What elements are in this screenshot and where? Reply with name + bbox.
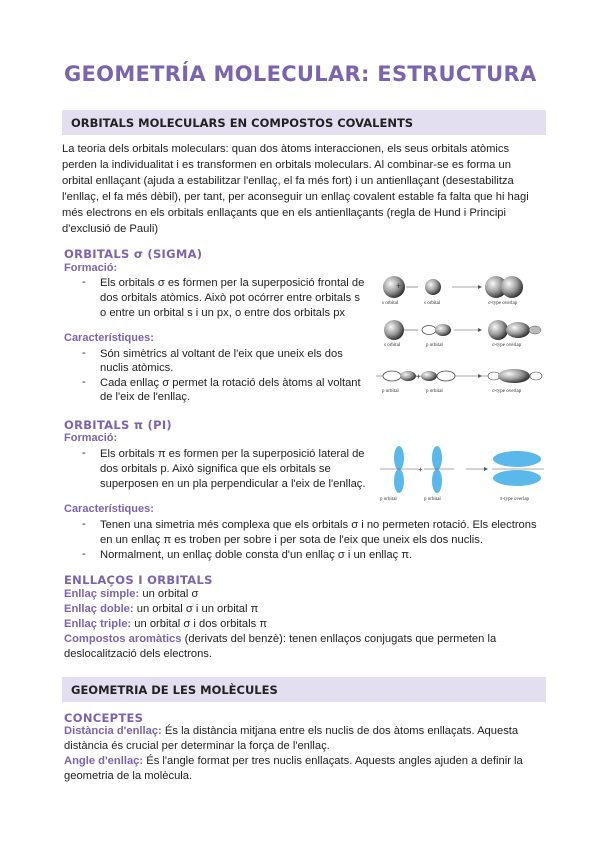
enllac-text: un orbital σ <box>139 588 199 600</box>
pi-formacio-line: dos orbitals p. Això significa que els orbitals se <box>100 463 331 475</box>
sigma-formacio-line: Els orbitals σ es formen per la superposició frontal de <box>100 277 365 289</box>
sigma-caract-line: nuclis atòmics. <box>100 362 174 374</box>
bullet-dash: - <box>82 276 86 288</box>
s-orbital-shape <box>383 276 405 298</box>
concept-label: Distància d'enllaç: <box>64 725 162 737</box>
caption: σ-type overlap <box>492 343 522 348</box>
enllac-text: un orbital σ i un orbital π <box>133 603 259 615</box>
pi-overlap-diagram <box>374 444 550 502</box>
enllac-label: Enllaç triple: <box>64 618 132 630</box>
svg-text:+: + <box>396 281 402 291</box>
sigma-caract-line: Cada enllaç σ permet la rotació dels àtoms al voltant <box>100 377 361 389</box>
intro-line: orbital enllaçant (ajuda a estabilitzar l'enllaç, el fa més fort) i un antienllaçant (desestabilitza <box>62 175 514 187</box>
section-heading: ORBITALS MOLECULARS EN COMPOSTOS COVALENTS <box>71 116 414 130</box>
s-orbital-shape <box>425 279 441 295</box>
pi-caract-line: Normalment, un enllaç doble consta d'un enllaç σ i un enllaç π. <box>100 549 413 561</box>
pi-caract-label: Característiques: <box>64 503 154 515</box>
concept-text: És la distància mitjana entre els nuclis de dos àtoms enllaçats. Aquesta <box>161 725 519 737</box>
enllac-text: un orbital σ i dos orbitals π <box>131 618 268 630</box>
concept-text: És l'angle format per tres nuclis enllaçats. Aquests angles ajuden a definir la <box>143 755 523 767</box>
sigma-formacio-line: o entre un orbital s i un px, o entre dos orbitals px <box>100 307 346 319</box>
sigma-caract-label: Característiques: <box>64 332 154 344</box>
distancia-cont: distància és crucial per determinar la força de l'enllaç. <box>64 740 330 752</box>
enllac-label: Compostos aromàtics <box>64 633 182 645</box>
section-header-geometria <box>62 677 546 702</box>
pi-caract-line: en un enllaç π es troben per sobre i per sota de l'eix que uneix els dos nuclis. <box>100 534 483 546</box>
svg-text:+: + <box>418 465 423 474</box>
page-title: GEOMETRÍA MOLECULAR: ESTRUCTURA <box>64 62 537 86</box>
caption: σ-type overlap <box>488 301 518 306</box>
bullet-dash: - <box>82 347 86 359</box>
pi-caract-line: Tenen una simetria més complexa que els orbitals σ i no permeten rotació. Els electrons <box>100 519 537 531</box>
caption: p orbital <box>424 497 441 502</box>
compostos-cont: deslocalització dels electrons. <box>64 648 212 660</box>
pi-overlap-lobe <box>493 470 541 486</box>
compostos-aromatics <box>64 632 496 647</box>
enllac-triple <box>64 617 267 632</box>
intro-line: perden la individualitat i es transformen en orbitals moleculars. Al combinar-se es forma un <box>62 159 511 171</box>
section-header-orbitals <box>62 110 546 135</box>
enllac-simple <box>64 587 198 602</box>
pi-formacio-label: Formació: <box>64 432 118 444</box>
pi-heading: ORBITALS π (PI) <box>64 418 172 432</box>
pi-formacio-line: Els orbitals π es formen per la superposició lateral de <box>100 448 365 460</box>
distancia-enllac <box>64 724 518 739</box>
sigma-formacio-label: Formació: <box>64 262 118 274</box>
caption: σ-type overlap <box>492 389 522 394</box>
enllac-label: Enllaç doble: <box>64 603 134 615</box>
intro-line: d'exclusió de Pauli) <box>62 223 159 235</box>
conceptes-heading: CONCEPTES <box>64 711 144 725</box>
pi-overlap-lobe <box>493 451 541 467</box>
enllacos-heading: ENLLAÇOS I ORBITALS <box>64 573 213 587</box>
bullet-dash: - <box>82 548 86 560</box>
sigma-overlap-diagram <box>374 266 550 398</box>
caption: π-type overlap <box>500 497 530 502</box>
enllac-text: (derivats del benzè): tenen enllaços conjugats que permeten la <box>181 633 497 645</box>
bullet-dash: - <box>82 447 86 459</box>
overlap-shape <box>501 276 523 298</box>
bullet-dash: - <box>82 376 86 388</box>
caption: p orbital <box>382 389 399 394</box>
caption: s orbital <box>424 301 441 306</box>
caption: s orbital <box>384 343 401 348</box>
intro-line: més electrons en els orbitals enllaçants que en els antienllaçants (regla de Hund i Principi <box>62 207 507 219</box>
p-lobe <box>394 446 404 470</box>
sigma-caract-line: de l'eix de l'enllaç. <box>100 391 191 403</box>
sigma-caract-line: Són simètrics al voltant de l'eix que uneix els dos <box>100 348 343 360</box>
caption: p orbital <box>426 343 443 348</box>
svg-text:+: + <box>416 372 421 381</box>
caption: p orbital <box>380 497 397 502</box>
sigma-formacio-line: dos orbitals atòmics. Això pot ocórrer entre orbitals s <box>100 292 360 304</box>
enllac-doble <box>64 602 258 617</box>
pi-formacio-line: superposen en un pla perpendicular a l'eix de l'enllaç. <box>100 478 366 490</box>
intro-line: La teoria dels orbitals moleculars: quan dos àtoms interaccionen, els seus orbitals atòmics <box>62 143 510 155</box>
intro-line: l'enllaç, el fa més dèbil), per tant, per aconseguir un enllaç covalent estable fa falta que hi hagi <box>62 191 529 203</box>
caption: p orbital <box>426 389 443 394</box>
section-heading: GEOMETRIA DE LES MOLÈCULES <box>71 683 278 697</box>
sigma-heading: ORBITALS σ (SIGMA) <box>64 247 203 261</box>
concept-label: Angle d'enllaç: <box>64 755 144 767</box>
caption: s orbital <box>382 301 399 306</box>
angle-enllac <box>64 754 523 769</box>
enllac-label: Enllaç simple: <box>64 588 140 600</box>
angle-cont: geometria de la molècula. <box>64 770 193 782</box>
bullet-dash: - <box>82 518 86 530</box>
